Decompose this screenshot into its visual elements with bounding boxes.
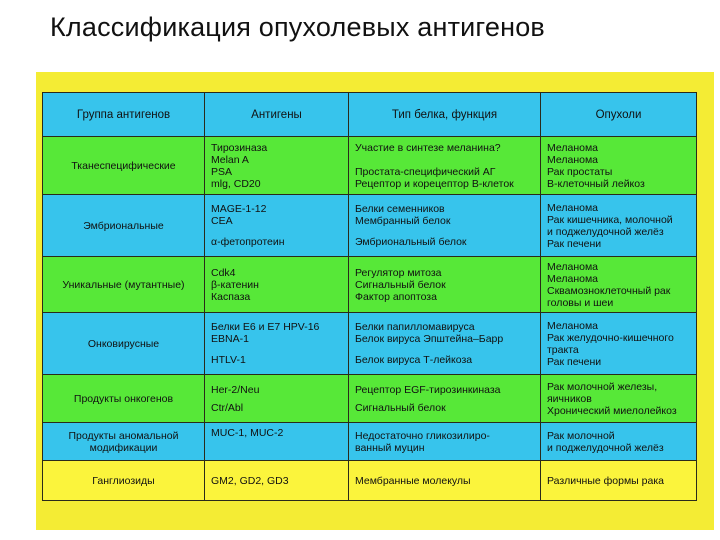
page-title: Классификация опухолевых антигенов (50, 12, 545, 42)
tumor: В-клеточный лейкоз (547, 177, 645, 190)
tumor: Рак молочной (547, 429, 615, 442)
function-cell (349, 137, 541, 195)
table-row (43, 195, 697, 257)
tumor: головы и шеи (547, 296, 614, 309)
function: Белок вируса Т-лейкоза (355, 354, 473, 366)
antigen: MUC-1, MUC-2 (211, 427, 284, 439)
function-cell: Мембранные молекулы (349, 461, 541, 501)
tumor: Меланома (547, 153, 599, 166)
tumor: Рак простаты (547, 165, 613, 178)
antigen: Melan A (211, 153, 249, 166)
tumor: Рак печени (547, 237, 602, 250)
function-cell (349, 423, 541, 461)
function: Белки папилломавируса (355, 321, 475, 333)
tumor: Меланома (547, 319, 599, 332)
table-row (43, 137, 697, 195)
function: Сигнальный белок (355, 278, 446, 291)
antigen: EBNA-1 (211, 333, 249, 345)
antigen: Her-2/Neu (211, 383, 260, 396)
antigen: CEA (211, 215, 233, 227)
antigen: MAGE-1-12 (211, 203, 267, 215)
function: Фактор апоптоза (355, 290, 437, 303)
antigens-cell: GM2, GD2, GD3 (205, 461, 349, 501)
header-tumors: Опухоли (541, 93, 697, 137)
function-cell (349, 195, 541, 257)
tumor: и поджелудочной желёз (547, 225, 664, 238)
table-row (43, 461, 697, 501)
function: Сигнальный белок (355, 401, 446, 414)
tumor: Рак печени (547, 355, 602, 368)
antigens-cell (205, 375, 349, 423)
tumor: Рак кишечника, молочной (547, 213, 673, 226)
header-group: Группа антигенов (43, 93, 205, 137)
tumor: Меланома (547, 272, 599, 285)
function: Рецептор EGF-тирозинкиназа (355, 383, 501, 396)
antigen-table (42, 92, 697, 501)
function: Белок вируса Эпштейна–Барр (355, 333, 504, 345)
antigen: Каспаза (211, 290, 251, 303)
tumor: Сквамозноклеточный рак (547, 284, 671, 297)
tumor: Рак желудочно-кишечного (547, 331, 674, 344)
antigens-cell (205, 423, 349, 461)
table-row (43, 375, 697, 423)
antigen: Cdk4 (211, 266, 236, 279)
antigens-cell (205, 313, 349, 375)
antigen: β-катенин (211, 278, 259, 291)
group-cell: Продукты онкогенов (43, 375, 205, 423)
group-line: модификации (89, 441, 158, 454)
function-cell (349, 313, 541, 375)
antigen: mlg, CD20 (211, 177, 261, 190)
function-cell (349, 257, 541, 313)
antigens-cell (205, 257, 349, 313)
function: Белки семенников (355, 203, 445, 215)
tumors-cell (541, 313, 697, 375)
table-row (43, 313, 697, 375)
antigen: Тирозиназа (211, 141, 268, 154)
group-cell: Тканеспецифические (43, 137, 205, 195)
header-function: Тип белка, функция (349, 93, 541, 137)
group-cell (43, 423, 205, 461)
antigen: Ctr/Abl (211, 401, 244, 414)
function: ванный муцин (355, 441, 425, 454)
antigen: Белки E6 и E7 HPV-16 (211, 321, 320, 333)
function: Простата-специфический АГ (355, 165, 496, 178)
group-cell: Эмбриональные (43, 195, 205, 257)
function: Участие в синтезе меланина? (355, 141, 501, 154)
function: Эмбриональный белок (355, 236, 467, 248)
tumor: Хронический миелолейкоз (547, 404, 677, 417)
tumor: тракта (547, 343, 579, 356)
tumor: и поджелудочной желёз (547, 441, 664, 454)
tumors-cell (541, 137, 697, 195)
tumors-cell (541, 375, 697, 423)
table-row (43, 257, 697, 313)
tumor: Меланома (547, 260, 599, 273)
group-cell: Уникальные (мутантные) (43, 257, 205, 313)
header-row (43, 93, 697, 137)
tumors-cell (541, 257, 697, 313)
tumors-cell (541, 423, 697, 461)
tumor: Меланома (547, 141, 599, 154)
antigen: α-фетопротеин (211, 236, 285, 248)
antigens-cell (205, 137, 349, 195)
table-row (43, 423, 697, 461)
function: Недостаточно гликозилиро- (355, 429, 490, 442)
group-cell: Ганглиозиды (43, 461, 205, 501)
group-cell: Онковирусные (43, 313, 205, 375)
group-line: Продукты аномальной (68, 429, 179, 442)
antigens-cell (205, 195, 349, 257)
tumors-cell: Различные формы рака (541, 461, 697, 501)
header-antigens: Антигены (205, 93, 349, 137)
tumor: Меланома (547, 201, 599, 214)
function-cell (349, 375, 541, 423)
function: Рецептор и корецептор В-клеток (355, 177, 514, 190)
antigen: HTLV-1 (211, 354, 246, 366)
antigen: PSA (211, 165, 233, 178)
function: Мембранный белок (355, 215, 451, 227)
tumor: яичников (547, 392, 592, 405)
tumors-cell (541, 195, 697, 257)
function (355, 154, 534, 166)
tumor: Рак молочной железы, (547, 380, 658, 393)
function: Регулятор митоза (355, 266, 442, 279)
